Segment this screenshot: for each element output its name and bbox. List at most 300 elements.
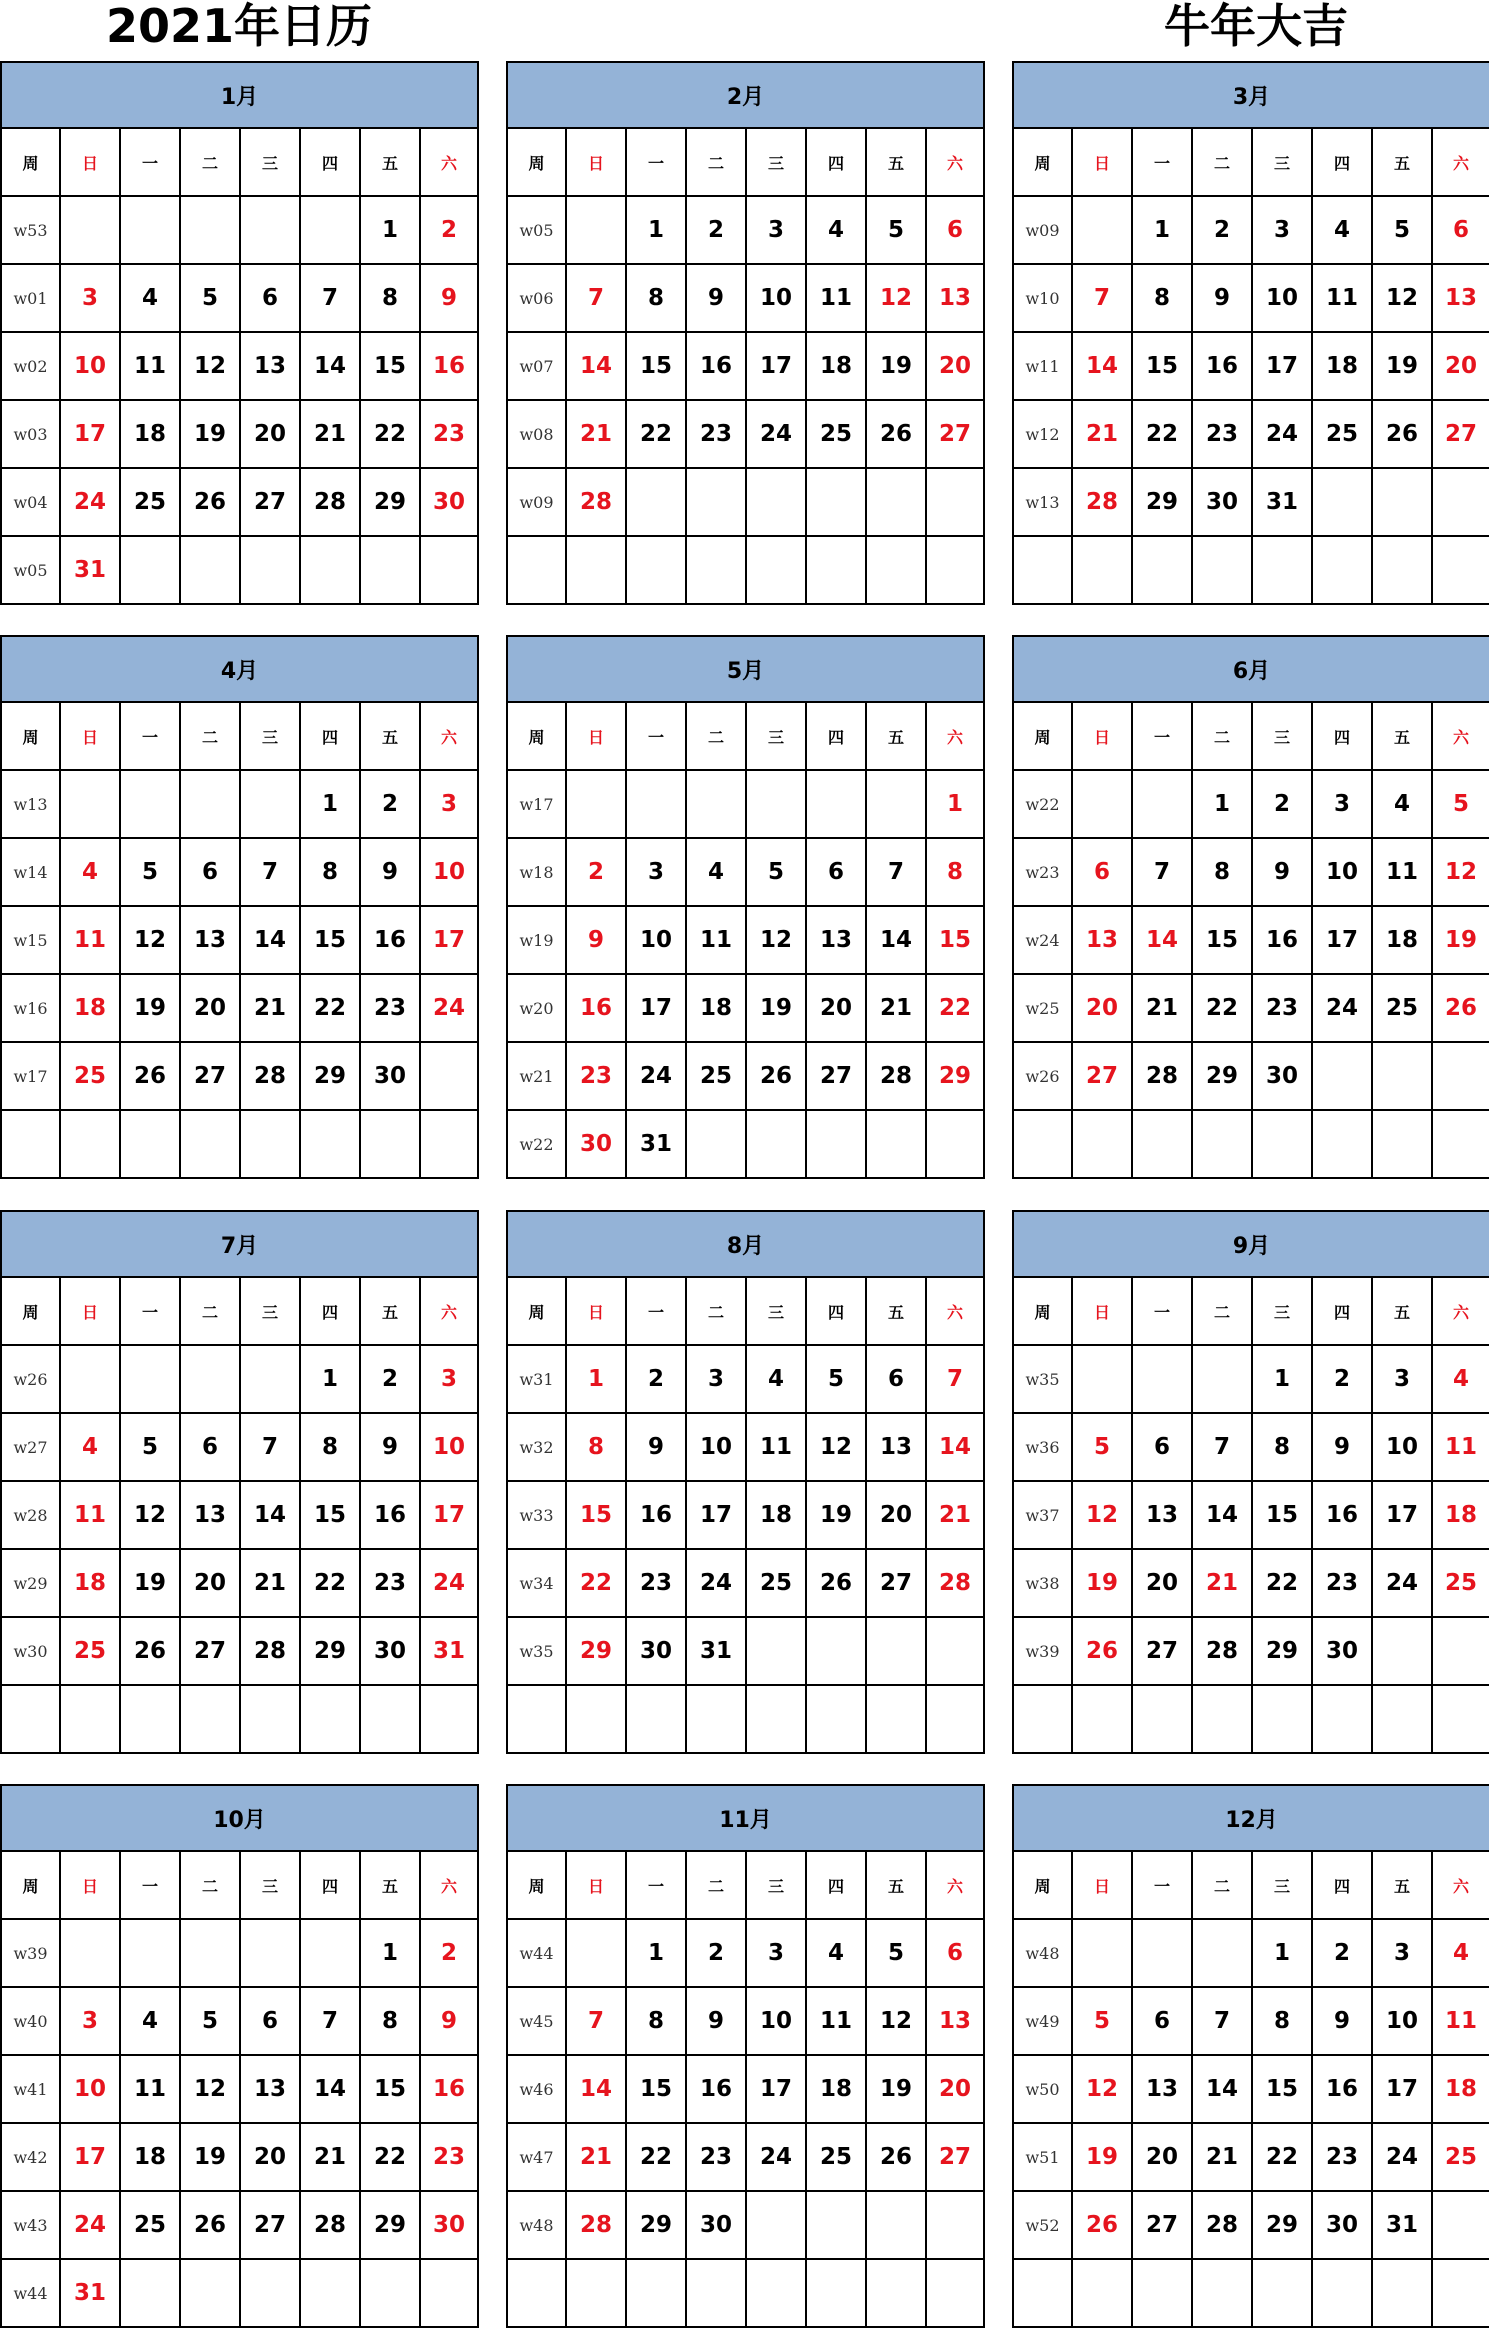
day-cell[interactable]: 5 xyxy=(180,1987,240,2055)
day-cell[interactable]: 19 xyxy=(1432,906,1489,974)
day-cell[interactable] xyxy=(300,1110,360,1178)
day-cell[interactable]: 20 xyxy=(1132,1549,1192,1617)
day-cell[interactable]: 25 xyxy=(120,2191,180,2259)
day-cell[interactable]: 26 xyxy=(1432,974,1489,1042)
day-cell[interactable]: 24 xyxy=(420,1549,478,1617)
day-cell[interactable] xyxy=(180,536,240,604)
day-cell[interactable]: 2 xyxy=(360,770,420,838)
day-cell[interactable]: 15 xyxy=(1132,332,1192,400)
day-cell[interactable] xyxy=(120,1919,180,1987)
day-cell[interactable] xyxy=(746,1685,806,1753)
day-cell[interactable]: 3 xyxy=(1252,196,1312,264)
day-cell[interactable] xyxy=(746,468,806,536)
day-cell[interactable] xyxy=(1432,1042,1489,1110)
day-cell[interactable]: 14 xyxy=(300,332,360,400)
day-cell[interactable]: 23 xyxy=(686,400,746,468)
day-cell[interactable]: 25 xyxy=(686,1042,746,1110)
day-cell[interactable] xyxy=(1252,536,1312,604)
day-cell[interactable]: 3 xyxy=(1372,1919,1432,1987)
day-cell[interactable] xyxy=(300,196,360,264)
day-cell[interactable]: 4 xyxy=(120,1987,180,2055)
day-cell[interactable]: 23 xyxy=(626,1549,686,1617)
day-cell[interactable]: 19 xyxy=(1072,1549,1132,1617)
day-cell[interactable]: 2 xyxy=(420,1919,478,1987)
day-cell[interactable]: 1 xyxy=(926,770,984,838)
day-cell[interactable]: 6 xyxy=(1132,1413,1192,1481)
day-cell[interactable]: 25 xyxy=(806,400,866,468)
day-cell[interactable]: 25 xyxy=(1432,2123,1489,2191)
day-cell[interactable]: 17 xyxy=(1312,906,1372,974)
day-cell[interactable]: 24 xyxy=(1312,974,1372,1042)
day-cell[interactable]: 24 xyxy=(686,1549,746,1617)
day-cell[interactable]: 20 xyxy=(926,2055,984,2123)
day-cell[interactable]: 10 xyxy=(746,264,806,332)
day-cell[interactable]: 22 xyxy=(926,974,984,1042)
day-cell[interactable]: 30 xyxy=(360,1042,420,1110)
day-cell[interactable]: 17 xyxy=(1372,2055,1432,2123)
day-cell[interactable] xyxy=(566,2259,626,2327)
day-cell[interactable] xyxy=(1192,1685,1252,1753)
day-cell[interactable]: 29 xyxy=(926,1042,984,1110)
day-cell[interactable]: 15 xyxy=(1252,2055,1312,2123)
day-cell[interactable]: 14 xyxy=(1072,332,1132,400)
day-cell[interactable] xyxy=(60,196,120,264)
day-cell[interactable]: 4 xyxy=(60,838,120,906)
day-cell[interactable]: 29 xyxy=(300,1617,360,1685)
day-cell[interactable]: 22 xyxy=(566,1549,626,1617)
day-cell[interactable] xyxy=(1072,2259,1132,2327)
day-cell[interactable]: 10 xyxy=(60,2055,120,2123)
day-cell[interactable]: 25 xyxy=(60,1617,120,1685)
day-cell[interactable] xyxy=(120,196,180,264)
day-cell[interactable]: 4 xyxy=(60,1413,120,1481)
day-cell[interactable]: 7 xyxy=(566,264,626,332)
day-cell[interactable]: 23 xyxy=(420,2123,478,2191)
day-cell[interactable] xyxy=(626,468,686,536)
day-cell[interactable]: 20 xyxy=(1432,332,1489,400)
day-cell[interactable]: 10 xyxy=(420,838,478,906)
day-cell[interactable] xyxy=(566,770,626,838)
day-cell[interactable] xyxy=(300,1685,360,1753)
day-cell[interactable]: 1 xyxy=(626,196,686,264)
day-cell[interactable]: 25 xyxy=(1432,1549,1489,1617)
day-cell[interactable]: 8 xyxy=(1132,264,1192,332)
day-cell[interactable] xyxy=(1312,1042,1372,1110)
day-cell[interactable]: 31 xyxy=(420,1617,478,1685)
day-cell[interactable] xyxy=(120,1685,180,1753)
day-cell[interactable]: 6 xyxy=(1432,196,1489,264)
day-cell[interactable]: 3 xyxy=(686,1345,746,1413)
day-cell[interactable]: 27 xyxy=(1132,2191,1192,2259)
day-cell[interactable]: 24 xyxy=(1372,2123,1432,2191)
day-cell[interactable] xyxy=(240,2259,300,2327)
day-cell[interactable]: 6 xyxy=(1072,838,1132,906)
day-cell[interactable] xyxy=(1312,468,1372,536)
day-cell[interactable] xyxy=(420,1110,478,1178)
day-cell[interactable] xyxy=(1312,2259,1372,2327)
day-cell[interactable]: 9 xyxy=(1312,1413,1372,1481)
day-cell[interactable]: 6 xyxy=(1132,1987,1192,2055)
day-cell[interactable]: 8 xyxy=(300,1413,360,1481)
day-cell[interactable]: 29 xyxy=(1252,1617,1312,1685)
day-cell[interactable]: 18 xyxy=(1432,2055,1489,2123)
day-cell[interactable]: 28 xyxy=(866,1042,926,1110)
day-cell[interactable] xyxy=(180,1110,240,1178)
day-cell[interactable]: 25 xyxy=(120,468,180,536)
day-cell[interactable] xyxy=(926,2191,984,2259)
day-cell[interactable]: 15 xyxy=(360,2055,420,2123)
day-cell[interactable]: 28 xyxy=(1192,1617,1252,1685)
day-cell[interactable]: 26 xyxy=(1072,2191,1132,2259)
day-cell[interactable]: 18 xyxy=(60,974,120,1042)
day-cell[interactable]: 3 xyxy=(60,264,120,332)
day-cell[interactable] xyxy=(866,1110,926,1178)
day-cell[interactable] xyxy=(1192,1110,1252,1178)
day-cell[interactable]: 19 xyxy=(180,400,240,468)
day-cell[interactable] xyxy=(60,1919,120,1987)
day-cell[interactable]: 30 xyxy=(626,1617,686,1685)
day-cell[interactable]: 11 xyxy=(686,906,746,974)
day-cell[interactable]: 3 xyxy=(60,1987,120,2055)
day-cell[interactable]: 30 xyxy=(420,2191,478,2259)
day-cell[interactable]: 10 xyxy=(746,1987,806,2055)
day-cell[interactable] xyxy=(60,1110,120,1178)
day-cell[interactable]: 13 xyxy=(1132,1481,1192,1549)
day-cell[interactable]: 26 xyxy=(866,2123,926,2191)
day-cell[interactable]: 20 xyxy=(1072,974,1132,1042)
day-cell[interactable] xyxy=(1252,1110,1312,1178)
day-cell[interactable]: 3 xyxy=(746,196,806,264)
day-cell[interactable] xyxy=(1372,536,1432,604)
day-cell[interactable]: 12 xyxy=(866,1987,926,2055)
day-cell[interactable]: 21 xyxy=(1192,2123,1252,2191)
day-cell[interactable]: 30 xyxy=(686,2191,746,2259)
day-cell[interactable]: 22 xyxy=(360,2123,420,2191)
day-cell[interactable] xyxy=(866,1685,926,1753)
day-cell[interactable]: 26 xyxy=(1372,400,1432,468)
day-cell[interactable] xyxy=(806,1110,866,1178)
day-cell[interactable] xyxy=(240,1110,300,1178)
day-cell[interactable]: 28 xyxy=(1132,1042,1192,1110)
day-cell[interactable]: 27 xyxy=(1132,1617,1192,1685)
day-cell[interactable] xyxy=(866,468,926,536)
day-cell[interactable]: 5 xyxy=(866,1919,926,1987)
day-cell[interactable]: 10 xyxy=(686,1413,746,1481)
day-cell[interactable] xyxy=(866,770,926,838)
day-cell[interactable]: 26 xyxy=(180,2191,240,2259)
day-cell[interactable]: 10 xyxy=(1252,264,1312,332)
day-cell[interactable]: 26 xyxy=(120,1617,180,1685)
day-cell[interactable]: 8 xyxy=(1192,838,1252,906)
day-cell[interactable]: 8 xyxy=(926,838,984,906)
day-cell[interactable]: 5 xyxy=(1432,770,1489,838)
day-cell[interactable]: 15 xyxy=(1192,906,1252,974)
day-cell[interactable]: 23 xyxy=(1312,2123,1372,2191)
day-cell[interactable]: 12 xyxy=(746,906,806,974)
day-cell[interactable] xyxy=(180,1919,240,1987)
day-cell[interactable] xyxy=(926,1110,984,1178)
day-cell[interactable]: 7 xyxy=(1192,1987,1252,2055)
day-cell[interactable] xyxy=(866,2191,926,2259)
day-cell[interactable]: 27 xyxy=(1432,400,1489,468)
day-cell[interactable]: 4 xyxy=(120,264,180,332)
day-cell[interactable] xyxy=(746,2259,806,2327)
day-cell[interactable]: 3 xyxy=(1372,1345,1432,1413)
day-cell[interactable]: 20 xyxy=(240,2123,300,2191)
day-cell[interactable]: 26 xyxy=(866,400,926,468)
day-cell[interactable]: 13 xyxy=(240,332,300,400)
day-cell[interactable]: 28 xyxy=(1192,2191,1252,2259)
day-cell[interactable]: 10 xyxy=(60,332,120,400)
day-cell[interactable]: 28 xyxy=(300,468,360,536)
day-cell[interactable]: 15 xyxy=(360,332,420,400)
day-cell[interactable] xyxy=(806,536,866,604)
day-cell[interactable]: 3 xyxy=(626,838,686,906)
day-cell[interactable]: 24 xyxy=(746,400,806,468)
day-cell[interactable]: 21 xyxy=(866,974,926,1042)
day-cell[interactable]: 30 xyxy=(566,1110,626,1178)
day-cell[interactable]: 15 xyxy=(626,2055,686,2123)
day-cell[interactable]: 2 xyxy=(686,1919,746,1987)
day-cell[interactable]: 10 xyxy=(420,1413,478,1481)
day-cell[interactable] xyxy=(1312,1685,1372,1753)
day-cell[interactable]: 2 xyxy=(626,1345,686,1413)
day-cell[interactable]: 18 xyxy=(120,400,180,468)
day-cell[interactable] xyxy=(926,1685,984,1753)
day-cell[interactable] xyxy=(120,1345,180,1413)
day-cell[interactable] xyxy=(686,1110,746,1178)
day-cell[interactable]: 2 xyxy=(360,1345,420,1413)
day-cell[interactable]: 10 xyxy=(1312,838,1372,906)
day-cell[interactable]: 27 xyxy=(866,1549,926,1617)
day-cell[interactable]: 14 xyxy=(240,906,300,974)
day-cell[interactable]: 8 xyxy=(566,1413,626,1481)
day-cell[interactable]: 22 xyxy=(1192,974,1252,1042)
day-cell[interactable]: 6 xyxy=(180,838,240,906)
day-cell[interactable]: 21 xyxy=(566,400,626,468)
day-cell[interactable]: 13 xyxy=(1432,264,1489,332)
day-cell[interactable]: 23 xyxy=(420,400,478,468)
day-cell[interactable]: 21 xyxy=(240,974,300,1042)
day-cell[interactable]: 18 xyxy=(1312,332,1372,400)
day-cell[interactable] xyxy=(120,536,180,604)
day-cell[interactable]: 18 xyxy=(1372,906,1432,974)
day-cell[interactable]: 3 xyxy=(420,770,478,838)
day-cell[interactable]: 11 xyxy=(1312,264,1372,332)
day-cell[interactable] xyxy=(1132,2259,1192,2327)
day-cell[interactable]: 2 xyxy=(1312,1345,1372,1413)
day-cell[interactable]: 13 xyxy=(866,1413,926,1481)
day-cell[interactable]: 2 xyxy=(1252,770,1312,838)
day-cell[interactable]: 22 xyxy=(1252,2123,1312,2191)
day-cell[interactable]: 1 xyxy=(1252,1919,1312,1987)
day-cell[interactable]: 17 xyxy=(60,400,120,468)
day-cell[interactable]: 14 xyxy=(566,2055,626,2123)
day-cell[interactable]: 21 xyxy=(1072,400,1132,468)
day-cell[interactable] xyxy=(1432,2191,1489,2259)
day-cell[interactable]: 13 xyxy=(1072,906,1132,974)
day-cell[interactable]: 11 xyxy=(806,264,866,332)
day-cell[interactable]: 8 xyxy=(300,838,360,906)
day-cell[interactable] xyxy=(360,1685,420,1753)
day-cell[interactable]: 29 xyxy=(1132,468,1192,536)
day-cell[interactable]: 9 xyxy=(420,1987,478,2055)
day-cell[interactable]: 31 xyxy=(686,1617,746,1685)
day-cell[interactable]: 5 xyxy=(120,1413,180,1481)
day-cell[interactable]: 10 xyxy=(626,906,686,974)
day-cell[interactable]: 24 xyxy=(60,468,120,536)
day-cell[interactable]: 3 xyxy=(746,1919,806,1987)
day-cell[interactable] xyxy=(180,1345,240,1413)
day-cell[interactable] xyxy=(120,770,180,838)
day-cell[interactable] xyxy=(60,770,120,838)
day-cell[interactable]: 29 xyxy=(566,1617,626,1685)
day-cell[interactable] xyxy=(360,536,420,604)
day-cell[interactable]: 28 xyxy=(926,1549,984,1617)
day-cell[interactable]: 14 xyxy=(566,332,626,400)
day-cell[interactable]: 18 xyxy=(806,332,866,400)
day-cell[interactable]: 29 xyxy=(1252,2191,1312,2259)
day-cell[interactable]: 25 xyxy=(746,1549,806,1617)
day-cell[interactable]: 24 xyxy=(626,1042,686,1110)
day-cell[interactable]: 30 xyxy=(1312,1617,1372,1685)
day-cell[interactable] xyxy=(240,770,300,838)
day-cell[interactable]: 9 xyxy=(360,838,420,906)
day-cell[interactable]: 13 xyxy=(180,1481,240,1549)
day-cell[interactable] xyxy=(120,1110,180,1178)
day-cell[interactable]: 15 xyxy=(300,906,360,974)
day-cell[interactable]: 12 xyxy=(120,906,180,974)
day-cell[interactable] xyxy=(240,1919,300,1987)
day-cell[interactable]: 5 xyxy=(1072,1413,1132,1481)
day-cell[interactable] xyxy=(60,1345,120,1413)
day-cell[interactable]: 4 xyxy=(1312,196,1372,264)
day-cell[interactable]: 10 xyxy=(1372,1413,1432,1481)
day-cell[interactable]: 11 xyxy=(60,906,120,974)
day-cell[interactable]: 8 xyxy=(360,1987,420,2055)
day-cell[interactable] xyxy=(806,468,866,536)
day-cell[interactable]: 17 xyxy=(746,2055,806,2123)
day-cell[interactable]: 15 xyxy=(626,332,686,400)
day-cell[interactable] xyxy=(300,1919,360,1987)
day-cell[interactable]: 6 xyxy=(926,1919,984,1987)
day-cell[interactable]: 27 xyxy=(926,2123,984,2191)
day-cell[interactable] xyxy=(566,1919,626,1987)
day-cell[interactable]: 23 xyxy=(1312,1549,1372,1617)
day-cell[interactable]: 21 xyxy=(240,1549,300,1617)
day-cell[interactable]: 31 xyxy=(60,536,120,604)
day-cell[interactable]: 16 xyxy=(420,332,478,400)
day-cell[interactable]: 16 xyxy=(420,2055,478,2123)
day-cell[interactable]: 16 xyxy=(360,1481,420,1549)
day-cell[interactable]: 28 xyxy=(240,1617,300,1685)
day-cell[interactable]: 21 xyxy=(1192,1549,1252,1617)
day-cell[interactable]: 1 xyxy=(1252,1345,1312,1413)
day-cell[interactable]: 5 xyxy=(806,1345,866,1413)
day-cell[interactable]: 14 xyxy=(926,1413,984,1481)
day-cell[interactable]: 24 xyxy=(60,2191,120,2259)
day-cell[interactable]: 7 xyxy=(300,264,360,332)
day-cell[interactable]: 26 xyxy=(120,1042,180,1110)
day-cell[interactable]: 14 xyxy=(1132,906,1192,974)
day-cell[interactable]: 27 xyxy=(240,2191,300,2259)
day-cell[interactable]: 15 xyxy=(1252,1481,1312,1549)
day-cell[interactable]: 14 xyxy=(1192,1481,1252,1549)
day-cell[interactable]: 28 xyxy=(1072,468,1132,536)
day-cell[interactable]: 27 xyxy=(180,1042,240,1110)
day-cell[interactable] xyxy=(1132,1110,1192,1178)
day-cell[interactable]: 9 xyxy=(686,1987,746,2055)
day-cell[interactable]: 23 xyxy=(566,1042,626,1110)
day-cell[interactable]: 20 xyxy=(866,1481,926,1549)
day-cell[interactable]: 19 xyxy=(866,332,926,400)
day-cell[interactable]: 7 xyxy=(926,1345,984,1413)
day-cell[interactable]: 17 xyxy=(1372,1481,1432,1549)
day-cell[interactable] xyxy=(926,536,984,604)
day-cell[interactable]: 5 xyxy=(120,838,180,906)
day-cell[interactable]: 19 xyxy=(866,2055,926,2123)
day-cell[interactable] xyxy=(420,1042,478,1110)
day-cell[interactable]: 20 xyxy=(1132,2123,1192,2191)
day-cell[interactable]: 8 xyxy=(1252,1413,1312,1481)
day-cell[interactable] xyxy=(746,770,806,838)
day-cell[interactable]: 25 xyxy=(1312,400,1372,468)
day-cell[interactable] xyxy=(1372,2259,1432,2327)
day-cell[interactable]: 18 xyxy=(60,1549,120,1617)
day-cell[interactable]: 30 xyxy=(1192,468,1252,536)
day-cell[interactable] xyxy=(1072,1919,1132,1987)
day-cell[interactable] xyxy=(806,770,866,838)
day-cell[interactable] xyxy=(1432,468,1489,536)
day-cell[interactable] xyxy=(240,1685,300,1753)
day-cell[interactable]: 23 xyxy=(360,974,420,1042)
day-cell[interactable]: 29 xyxy=(360,468,420,536)
day-cell[interactable]: 5 xyxy=(1072,1987,1132,2055)
day-cell[interactable]: 30 xyxy=(360,1617,420,1685)
day-cell[interactable]: 5 xyxy=(180,264,240,332)
day-cell[interactable] xyxy=(1132,1919,1192,1987)
day-cell[interactable] xyxy=(1312,536,1372,604)
day-cell[interactable]: 16 xyxy=(1312,2055,1372,2123)
day-cell[interactable]: 21 xyxy=(926,1481,984,1549)
day-cell[interactable]: 9 xyxy=(566,906,626,974)
day-cell[interactable]: 22 xyxy=(300,1549,360,1617)
day-cell[interactable]: 12 xyxy=(866,264,926,332)
day-cell[interactable]: 13 xyxy=(1132,2055,1192,2123)
day-cell[interactable] xyxy=(926,1617,984,1685)
day-cell[interactable]: 2 xyxy=(566,838,626,906)
day-cell[interactable]: 14 xyxy=(240,1481,300,1549)
day-cell[interactable]: 21 xyxy=(300,400,360,468)
day-cell[interactable]: 30 xyxy=(1252,1042,1312,1110)
day-cell[interactable]: 27 xyxy=(806,1042,866,1110)
day-cell[interactable] xyxy=(60,1685,120,1753)
day-cell[interactable]: 26 xyxy=(1072,1617,1132,1685)
day-cell[interactable]: 16 xyxy=(566,974,626,1042)
day-cell[interactable] xyxy=(300,536,360,604)
day-cell[interactable]: 30 xyxy=(420,468,478,536)
day-cell[interactable]: 16 xyxy=(686,2055,746,2123)
day-cell[interactable] xyxy=(1132,1685,1192,1753)
day-cell[interactable]: 25 xyxy=(60,1042,120,1110)
day-cell[interactable]: 19 xyxy=(1072,2123,1132,2191)
day-cell[interactable]: 12 xyxy=(1072,1481,1132,1549)
day-cell[interactable] xyxy=(1072,1345,1132,1413)
day-cell[interactable]: 11 xyxy=(60,1481,120,1549)
day-cell[interactable] xyxy=(806,2191,866,2259)
day-cell[interactable]: 11 xyxy=(806,1987,866,2055)
day-cell[interactable]: 11 xyxy=(120,2055,180,2123)
